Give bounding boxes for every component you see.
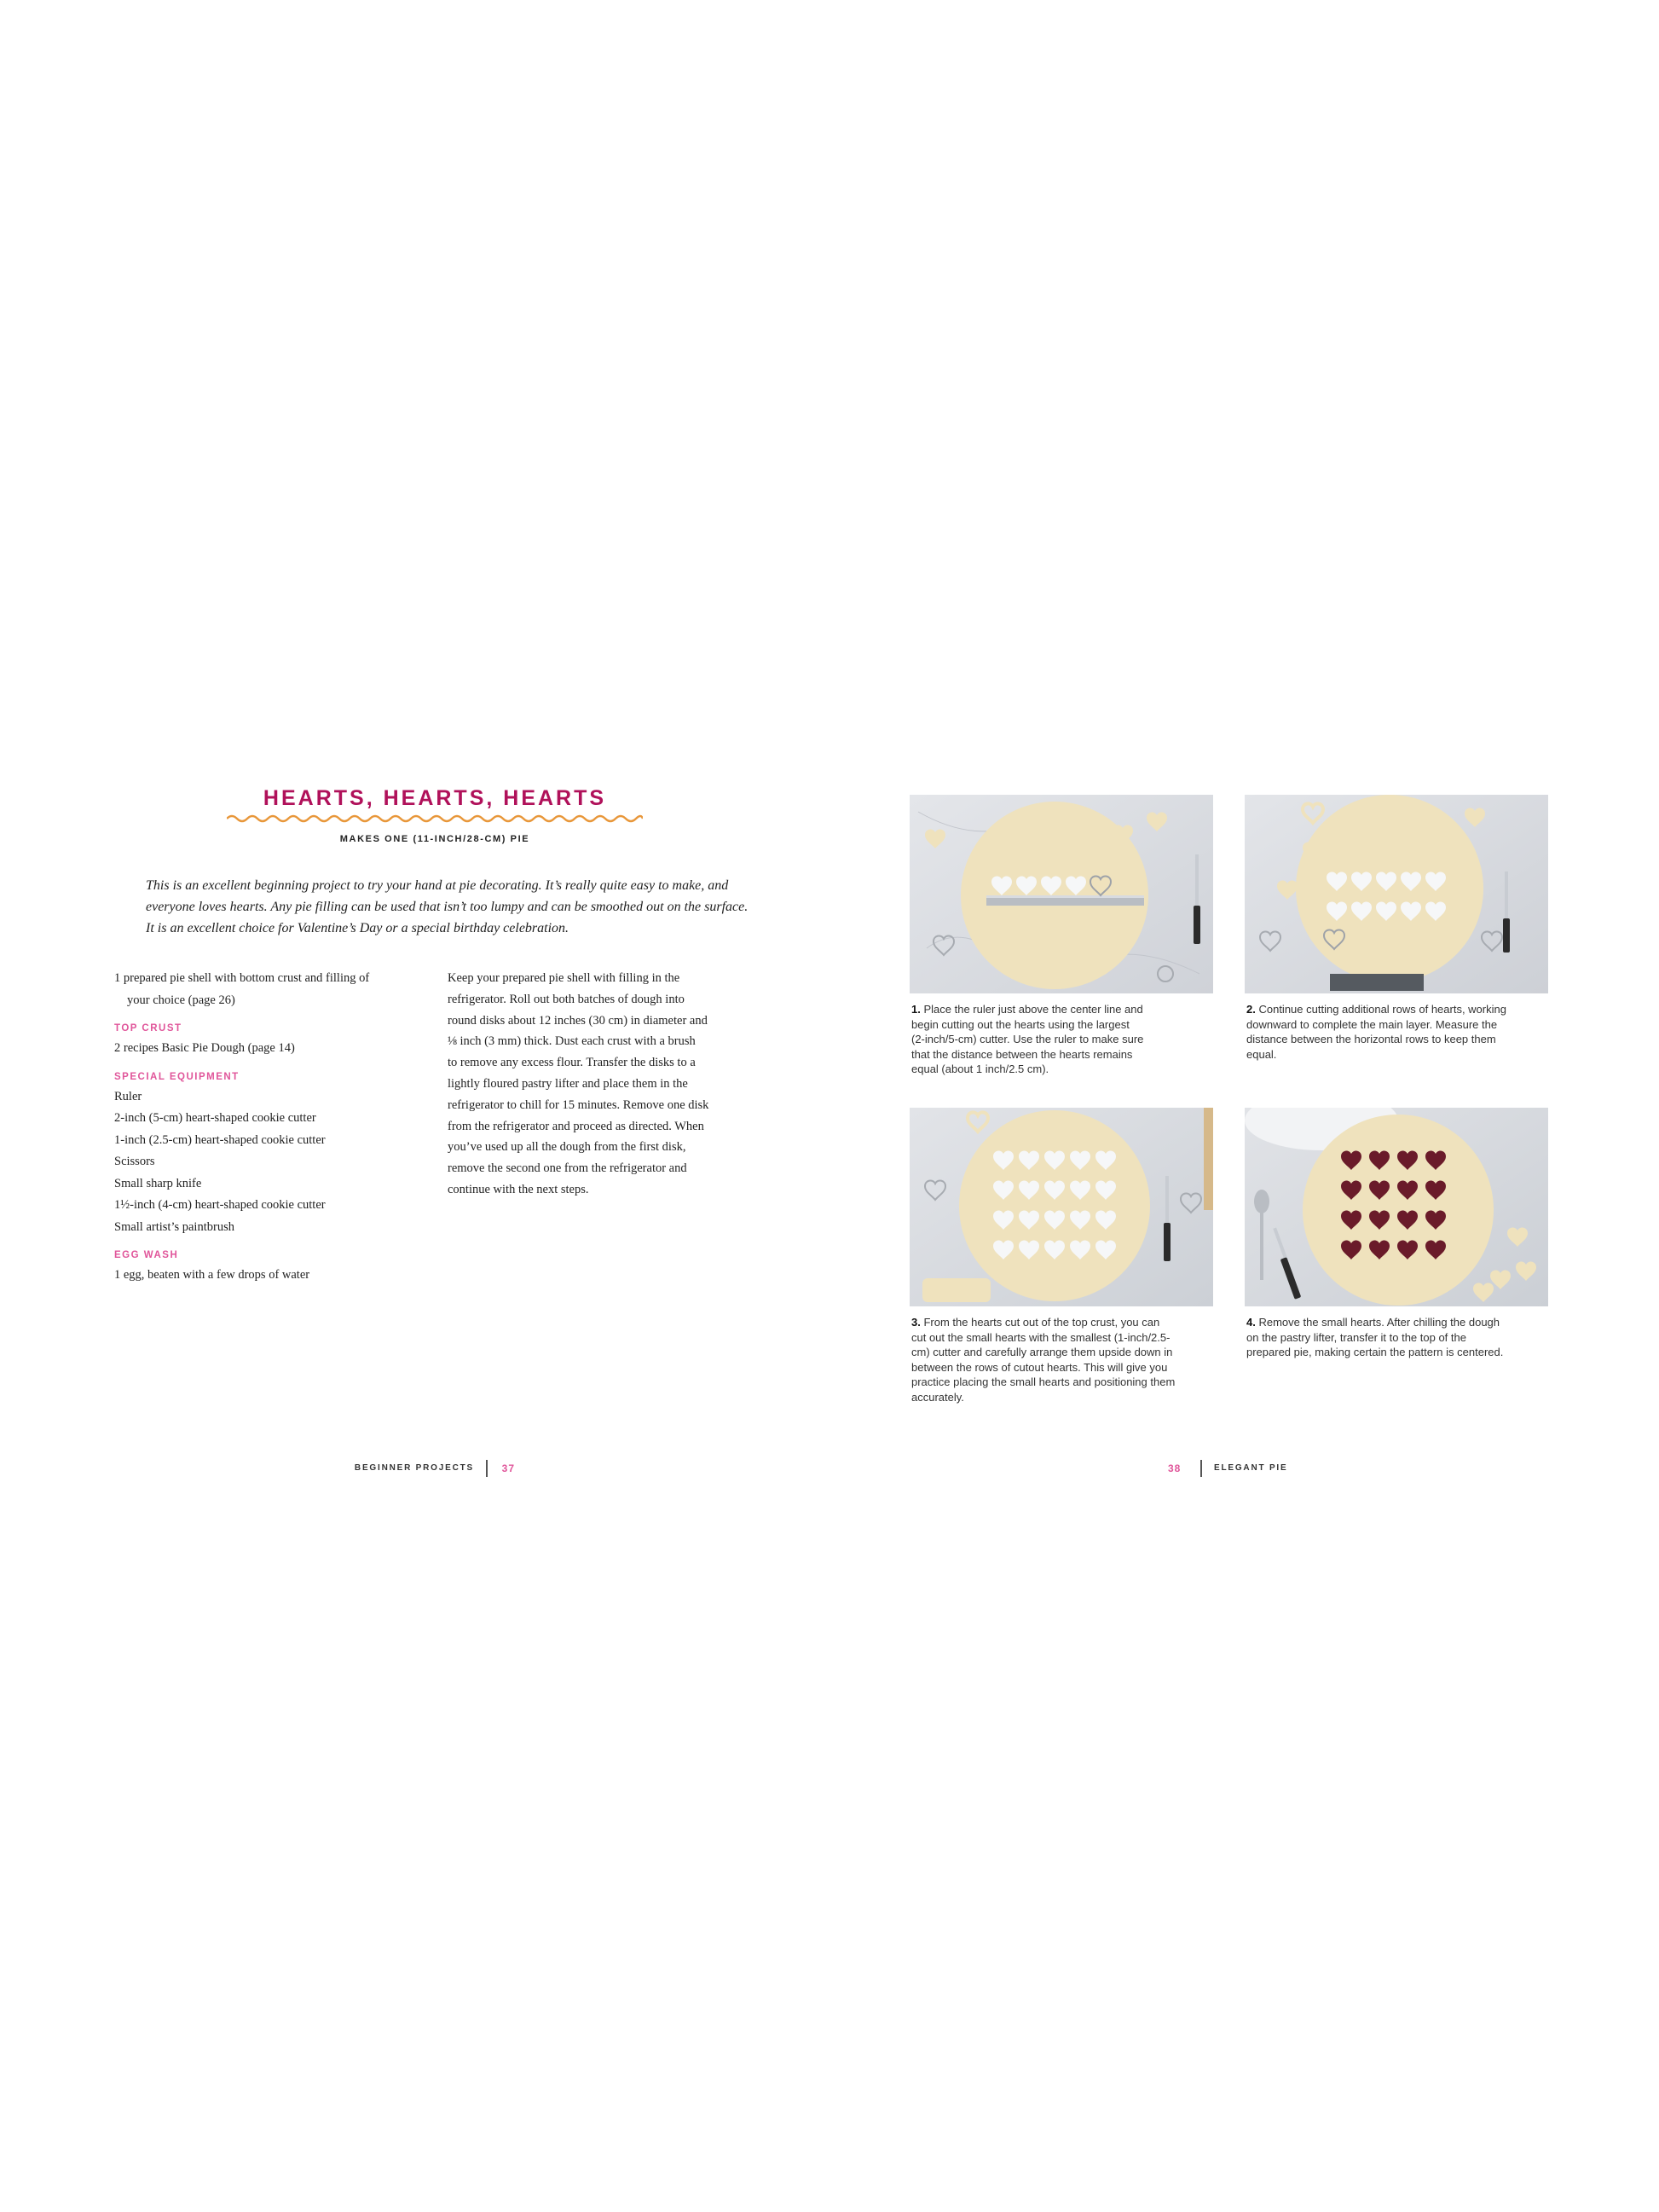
folio-divider <box>486 1460 488 1477</box>
caption-line: equal (about 1 inch/2.5 cm). <box>911 1063 1049 1075</box>
caption-line: on the pastry lifter, transfer it to the top of the <box>1246 1330 1466 1344</box>
method-line: round disks about 12 inches (30 cm) in diameter and <box>448 1013 708 1028</box>
method-line: Keep your prepared pie shell with filling in the <box>448 971 680 985</box>
method-line: from the refrigerator and proceed as directed. When <box>448 1119 704 1133</box>
step-number: 3. <box>911 1316 921 1329</box>
step-3-photo <box>910 1108 1213 1306</box>
equipment-item: 1½-inch (4-cm) heart-shaped cookie cutter <box>114 1198 326 1212</box>
caption-line: between the rows of cutout hearts. This will give you <box>911 1360 1168 1374</box>
equipment-item: Small sharp knife <box>114 1176 202 1190</box>
caption-line: cm) cutter and carefully arrange them upside down in <box>911 1346 1173 1358</box>
page-number: 38 <box>1168 1462 1182 1474</box>
caption-line: cut out the small hearts with the smallest (1-inch/2.5- <box>911 1330 1171 1344</box>
ingredients-list <box>114 968 404 1287</box>
page-number: 37 <box>501 1462 515 1474</box>
step-number: 2. <box>1246 1003 1256 1016</box>
caption-line: practice placing the small hearts and positioning them <box>911 1375 1176 1388</box>
method-line: refrigerator to chill for 15 minutes. Remove one disk <box>448 1097 709 1112</box>
caption-line: Remove the small hearts. After chilling the dough <box>1258 1316 1500 1329</box>
egg-wash-heading: EGG WASH <box>114 1250 179 1260</box>
book-title-label: ELEGANT PIE <box>1214 1463 1288 1473</box>
caption-line: equal. <box>1246 1047 1277 1061</box>
method-line: continue with the next steps. <box>448 1182 589 1196</box>
section-label: BEGINNER PROJECTS <box>354 1463 474 1473</box>
method-paragraph <box>448 968 754 1201</box>
right-page-folio <box>1168 1458 1364 1479</box>
step-number: 4. <box>1246 1316 1256 1329</box>
intro-line: everyone loves hearts. Any pie filling can be used that isn’t too lumpy and can be smoothed out on the surface. <box>146 900 749 914</box>
step-number: 1. <box>911 1003 921 1016</box>
method-line: you’ve used up all the dough from the first disk, <box>448 1140 686 1155</box>
top-crust-heading: TOP CRUST <box>114 1023 182 1034</box>
step-2-photo <box>1245 795 1548 993</box>
caption-line: Place the ruler just above the center line and <box>923 1003 1143 1016</box>
method-line: refrigerator. Roll out both batches of dough into <box>448 992 685 1006</box>
wavy-divider <box>227 812 643 825</box>
caption-line: Continue cutting additional rows of hearts, working <box>1258 1003 1506 1016</box>
intro-paragraph <box>146 875 749 939</box>
ingredient-item: your choice (page 26) <box>127 993 235 1007</box>
ingredient-item: 1 egg, beaten with a few drops of water <box>114 1268 310 1282</box>
ingredient-item: 2 recipes Basic Pie Dough (page 14) <box>114 1041 295 1055</box>
method-line: lightly floured pastry lifter and place them in the <box>448 1076 688 1091</box>
intro-line: It is an excellent choice for Valentine’s Day or a special birthday celebration. <box>146 921 569 935</box>
step-1-caption <box>911 1002 1227 1077</box>
caption-line: accurately. <box>911 1390 964 1404</box>
step-1-photo <box>910 795 1213 993</box>
left-page-folio <box>324 1458 520 1479</box>
caption-line: downward to complete the main layer. Measure the <box>1246 1017 1498 1031</box>
caption-line: distance between the horizontal rows to keep them <box>1246 1033 1496 1045</box>
step-4-caption <box>1246 1315 1562 1360</box>
step-2-caption <box>1246 1002 1562 1062</box>
method-line: ⅛ inch (3 mm) thick. Dust each crust with a brush <box>448 1034 696 1049</box>
equipment-item: Ruler <box>114 1089 142 1103</box>
intro-line: This is an excellent beginning project to try your hand at pie decorating. It’s really quite easy to make, and <box>146 878 729 893</box>
equipment-item: 1-inch (2.5-cm) heart-shaped cookie cutter <box>114 1132 326 1147</box>
caption-line: From the hearts cut out of the top crust, you can <box>923 1316 1160 1329</box>
caption-line: begin cutting out the hearts using the largest <box>911 1017 1130 1031</box>
step-3-caption <box>911 1315 1227 1404</box>
caption-line: that the distance between the hearts remains <box>911 1047 1133 1061</box>
equipment-item: 2-inch (5-cm) heart-shaped cookie cutter <box>114 1111 316 1125</box>
caption-line: prepared pie, making certain the pattern is centered. <box>1246 1346 1504 1358</box>
folio-divider <box>1200 1460 1202 1477</box>
step-4-photo <box>1245 1108 1548 1306</box>
equipment-item: Small artist’s paintbrush <box>114 1219 234 1234</box>
special-equipment-heading: SPECIAL EQUIPMENT <box>114 1071 240 1082</box>
equipment-item: Scissors <box>114 1155 155 1168</box>
method-line: to remove any excess flour. Transfer the disks to a <box>448 1056 696 1070</box>
recipe-yield: MAKES ONE (11-INCH/28-CM) PIE <box>339 834 530 844</box>
method-line: remove the second one from the refrigerator and <box>448 1161 687 1176</box>
caption-line: (2-inch/5-cm) cutter. Use the ruler to make sure <box>911 1033 1144 1045</box>
ingredient-item: 1 prepared pie shell with bottom crust and filling of <box>114 971 370 985</box>
recipe-title: HEARTS, HEARTS, HEARTS <box>263 786 607 810</box>
